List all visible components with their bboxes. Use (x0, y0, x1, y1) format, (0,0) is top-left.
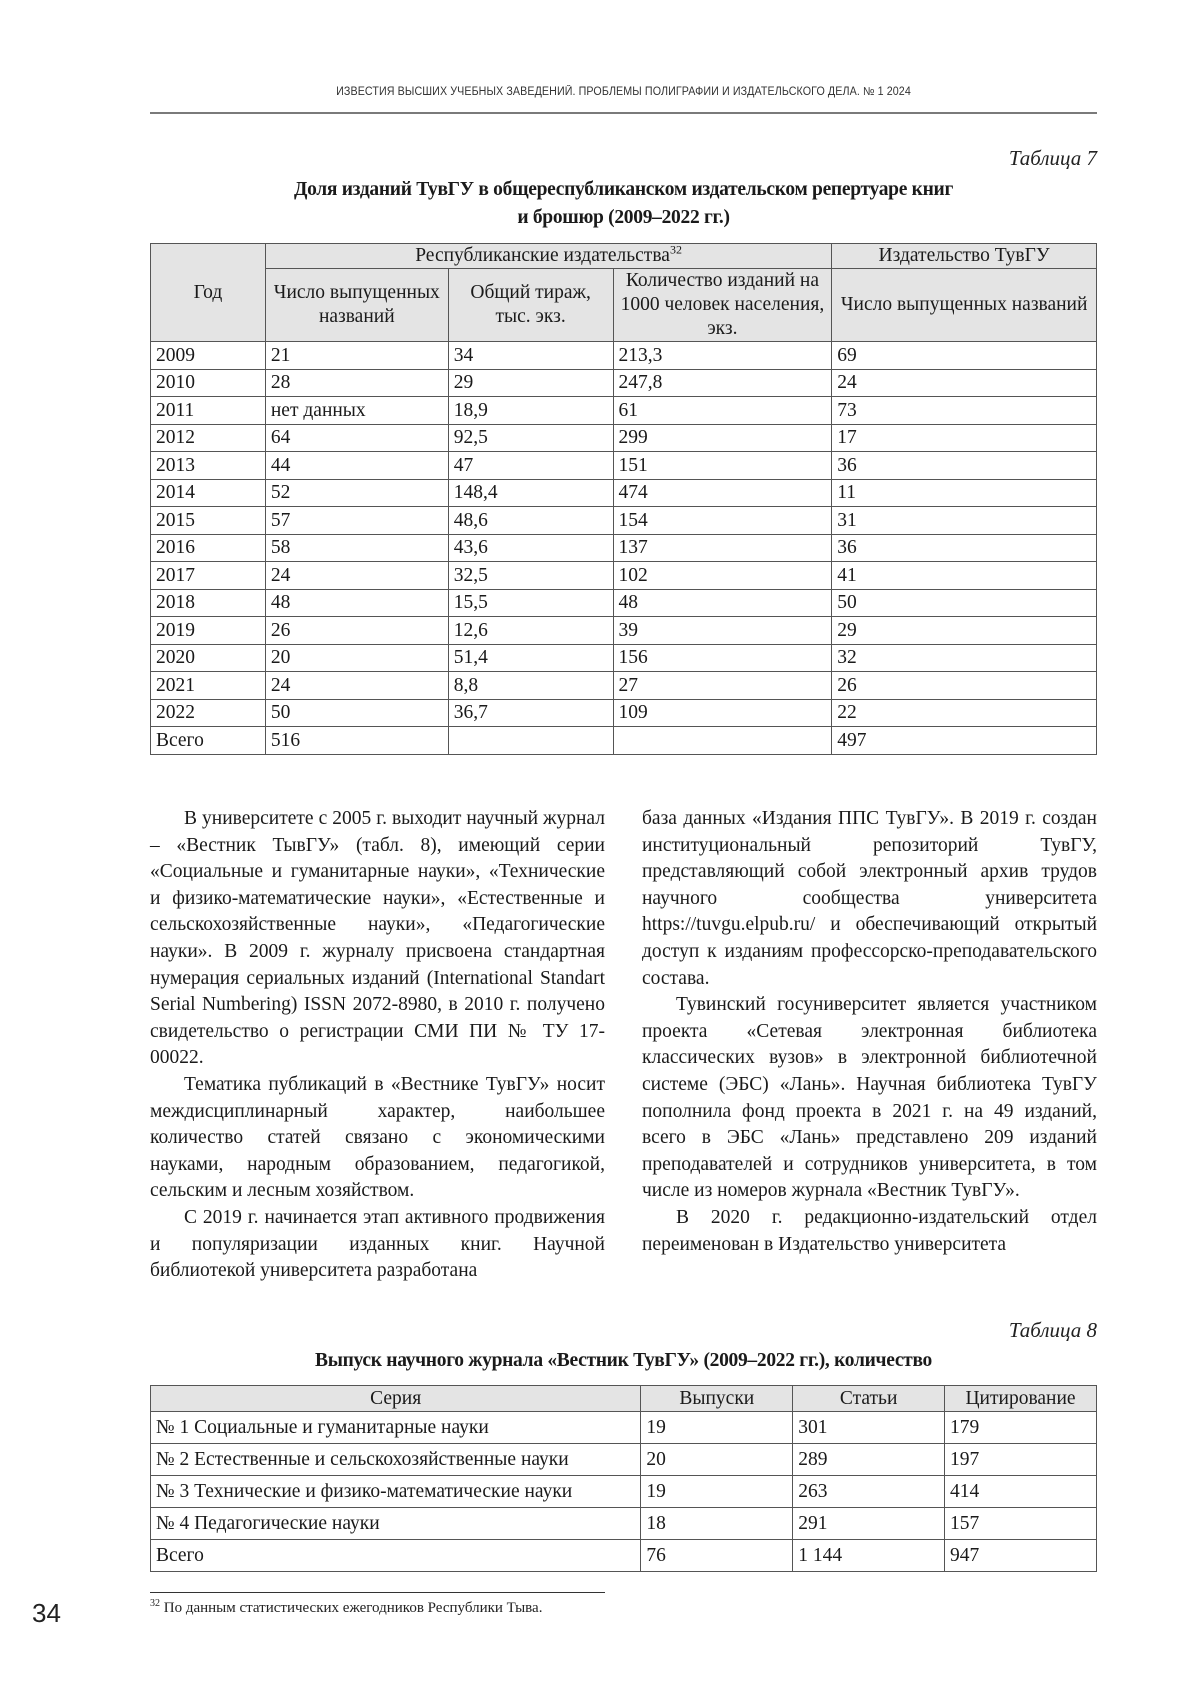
table-cell (613, 727, 832, 755)
table-cell: 47 (448, 452, 613, 480)
paragraph: база данных «Издания ППС ТувГУ». В 2019 г. создан институциональный репозиторий ТувГУ, представляющий собой электронный архив трудов научного сообщества университета https://tuvgu.elpub.ru/ и обеспечивающий открытый доступ к изданиям профессорско-преподавательского состава. (642, 808, 1097, 989)
header-titles: Число выпущенных названий (265, 269, 448, 342)
table-row (151, 617, 1097, 645)
table-cell: 947 (945, 1540, 1097, 1572)
table-cell: 2016 (151, 534, 266, 562)
body-text (150, 806, 1097, 1285)
table-cell: 34 (448, 342, 613, 370)
table-cell: 27 (613, 672, 832, 700)
table-cell: 44 (265, 452, 448, 480)
header-articles: Статьи (793, 1386, 945, 1412)
table-cell: 52 (265, 479, 448, 507)
paragraph: Тематика публикаций в «Вестнике ТувГУ» носит междисциплинарный характер, наибольшее количество статей связано с экономическими науками, народным образованием, педагогикой, сельским и лесным хозяйством. (150, 1073, 605, 1202)
table-cell: 497 (832, 727, 1097, 755)
table-cell: 247,8 (613, 369, 832, 397)
table-cell: 50 (832, 589, 1097, 617)
table-cell: 2022 (151, 699, 266, 727)
paragraph: В 2020 г. редакционно-издательский отдел переименован в Издательство университета (642, 1206, 1097, 1255)
table-row (151, 672, 1097, 700)
table-cell: № 2 Естественные и сельскохозяйственные науки (151, 1444, 641, 1476)
table8 (150, 1385, 1097, 1572)
table-cell: 39 (613, 617, 832, 645)
table-cell: 26 (265, 617, 448, 645)
table-cell: 151 (613, 452, 832, 480)
table-cell: 179 (945, 1412, 1097, 1444)
table-cell: 29 (832, 617, 1097, 645)
header-group-republic-label: Республиканские издательства (415, 245, 670, 266)
table-row (151, 507, 1097, 535)
table-cell: № 4 Педагогические науки (151, 1508, 641, 1540)
table-cell: № 1 Социальные и гуманитарные науки (151, 1412, 641, 1444)
table-cell: 2020 (151, 644, 266, 672)
table-cell: 18 (641, 1508, 793, 1540)
table-cell: 28 (265, 369, 448, 397)
footnote (150, 1600, 542, 1617)
table-row (151, 479, 1097, 507)
footnote-number: 32 (150, 1598, 160, 1609)
table-cell: 24 (832, 369, 1097, 397)
table-row (151, 1444, 1097, 1476)
table-cell: 301 (793, 1412, 945, 1444)
table-cell: 24 (265, 562, 448, 590)
running-head: ИЗВЕСТИЯ ВЫСШИХ УЧЕБНЫХ ЗАВЕДЕНИЙ. ПРОБЛЕМЫ ПОЛИГРАФИИ И ИЗДАТЕЛЬСКОГО ДЕЛА. № 1 2024 (336, 86, 911, 98)
table-row (151, 589, 1097, 617)
table7-title (150, 176, 1097, 232)
table-cell: 2018 (151, 589, 266, 617)
table-cell: 299 (613, 424, 832, 452)
table-cell: 2013 (151, 452, 266, 480)
table-cell: 24 (265, 672, 448, 700)
footnote-text: По данным статистических ежегодников Республики Тыва. (163, 1600, 543, 1616)
table-cell: 8,8 (448, 672, 613, 700)
table-cell: 15,5 (448, 589, 613, 617)
table-cell: 516 (265, 727, 448, 755)
header-circulation: Общий тираж, тыс. экз. (448, 269, 613, 342)
left-column (150, 806, 605, 1285)
table-cell: 43,6 (448, 534, 613, 562)
table-cell: 69 (832, 342, 1097, 370)
table-cell: 197 (945, 1444, 1097, 1476)
header-series: Серия (151, 1386, 641, 1412)
table-cell: Всего (151, 727, 266, 755)
table-cell: 48 (613, 589, 832, 617)
table-cell: 2017 (151, 562, 266, 590)
table-cell: 50 (265, 699, 448, 727)
table-cell: 92,5 (448, 424, 613, 452)
table-row (151, 727, 1097, 755)
table-cell: 2010 (151, 369, 266, 397)
table-cell: 109 (613, 699, 832, 727)
table-cell: Всего (151, 1540, 641, 1572)
table-cell: 11 (832, 479, 1097, 507)
paragraph: Тувинский госуниверситет является участником проекта «Сетевая электронная библиотека классических вузов» в электронной библиотечной системе (ЭБС) «Лань». Научная библиотека ТувГУ пополнила фонд проекта в 2021 г. на 49 изданий, всего в ЭБС «Лань» представлено 209 изданий преподавателей и сотрудников университета, в том числе из номеров журнала «Вестник ТувГУ». (642, 994, 1097, 1202)
table-cell: 31 (832, 507, 1097, 535)
table-cell: 474 (613, 479, 832, 507)
paragraph: С 2019 г. начинается этап активного продвижения и популяризации изданных книг. Научной библиотекой университета разработана (150, 1206, 605, 1282)
header-tuvgu-titles: Число выпущенных названий (832, 269, 1097, 342)
table-cell: 36 (832, 534, 1097, 562)
table-cell (448, 727, 613, 755)
table-cell: 73 (832, 397, 1097, 425)
table-cell: 41 (832, 562, 1097, 590)
table-cell: 36 (832, 452, 1097, 480)
table-cell: 154 (613, 507, 832, 535)
table-cell: 20 (265, 644, 448, 672)
table-cell: 148,4 (448, 479, 613, 507)
table-row (151, 424, 1097, 452)
header-citations: Цитирование (945, 1386, 1097, 1412)
paragraph: В университете с 2005 г. выходит научный журнал – «Вестник ТывГУ» (табл. 8), имеющий серии «Социальные и гуманитарные науки», «Технические и физико-математические науки», «Естественные и сельскохозяйственные науки», «Педагогические науки». В 2009 г. журналу присвоена стандартная нумерация сериальных изданий (International Standart Serial Numbering) ISSN 2072-8980, в 2010 г. получено свидетельство о регистрации СМИ ПИ № ТУ 17-00022. (150, 808, 605, 1069)
table-cell: 157 (945, 1508, 1097, 1540)
table-cell: 2015 (151, 507, 266, 535)
table-row (151, 342, 1097, 370)
table-cell: 64 (265, 424, 448, 452)
table-cell: 17 (832, 424, 1097, 452)
table7-body (151, 342, 1097, 755)
footnote-ref: 32 (669, 242, 682, 257)
table-cell: 32,5 (448, 562, 613, 590)
table-row (151, 397, 1097, 425)
table-cell: 156 (613, 644, 832, 672)
table-cell: 58 (265, 534, 448, 562)
table-cell: 2021 (151, 672, 266, 700)
table-cell: 19 (641, 1412, 793, 1444)
table-cell: 20 (641, 1444, 793, 1476)
table-cell: нет данных (265, 397, 448, 425)
table-row (151, 1540, 1097, 1572)
table-cell: 213,3 (613, 342, 832, 370)
table-cell: 2009 (151, 342, 266, 370)
table-cell: 289 (793, 1444, 945, 1476)
header-year: Год (151, 244, 266, 342)
table-row (151, 644, 1097, 672)
table-cell: 21 (265, 342, 448, 370)
table-row (151, 452, 1097, 480)
table-row (151, 562, 1097, 590)
table-cell: 36,7 (448, 699, 613, 727)
table8-label: Таблица 8 (1008, 1318, 1097, 1342)
footnote-rule (150, 1592, 605, 1593)
table-row (151, 369, 1097, 397)
header-group-tuvgu: Издательство ТувГУ (832, 244, 1097, 269)
table7 (150, 243, 1097, 755)
table-row (151, 1412, 1097, 1444)
table-row (151, 1476, 1097, 1508)
table-cell: 51,4 (448, 644, 613, 672)
header-group-republic (265, 244, 831, 269)
table-row (151, 1508, 1097, 1540)
table-cell: 102 (613, 562, 832, 590)
table-cell: 1 144 (793, 1540, 945, 1572)
table7-title-line2: и брошюр (2009–2022 гг.) (517, 207, 730, 228)
table-cell: 12,6 (448, 617, 613, 645)
table7-title-line1: Доля изданий ТувГУ в общереспубликанском издательском репертуаре книг (293, 179, 954, 200)
table-cell: 57 (265, 507, 448, 535)
table-cell: 2012 (151, 424, 266, 452)
table-cell: 26 (832, 672, 1097, 700)
table-row (151, 699, 1097, 727)
table-cell: 19 (641, 1476, 793, 1508)
table-cell: 48 (265, 589, 448, 617)
table-cell: 2014 (151, 479, 266, 507)
table-cell: 76 (641, 1540, 793, 1572)
table-cell: 48,6 (448, 507, 613, 535)
table-cell: 61 (613, 397, 832, 425)
table-cell: 29 (448, 369, 613, 397)
table-cell: № 3 Технические и физико-математические науки (151, 1476, 641, 1508)
header-rule (150, 112, 1097, 114)
table-cell: 22 (832, 699, 1097, 727)
table-cell: 137 (613, 534, 832, 562)
table8-title: Выпуск научного журнала «Вестник ТувГУ» (2009–2022 гг.), количество (314, 1350, 933, 1371)
table7-label: Таблица 7 (1008, 146, 1097, 170)
table-cell: 2011 (151, 397, 266, 425)
table-row (151, 534, 1097, 562)
header-per-1000: Количество изданий на 1000 человек населения, экз. (613, 269, 832, 342)
right-column (642, 806, 1097, 1285)
table-cell: 18,9 (448, 397, 613, 425)
header-issues: Выпуски (641, 1386, 793, 1412)
page-number: 34 (32, 1598, 61, 1628)
table-cell: 291 (793, 1508, 945, 1540)
table-cell: 263 (793, 1476, 945, 1508)
table-cell: 32 (832, 644, 1097, 672)
table-cell: 414 (945, 1476, 1097, 1508)
table-cell: 2019 (151, 617, 266, 645)
table8-body (151, 1412, 1097, 1572)
